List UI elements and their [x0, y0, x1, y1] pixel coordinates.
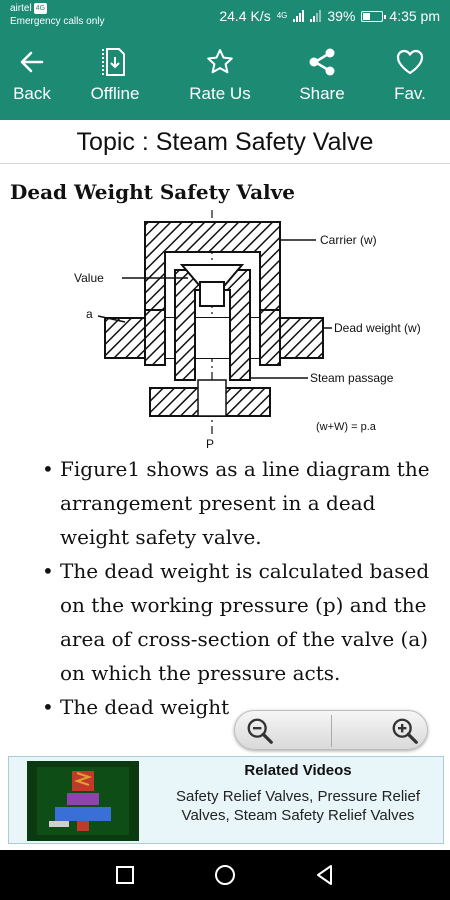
carrier-text: airtel — [10, 3, 32, 14]
heart-icon — [394, 46, 426, 78]
label-formula: (w+W) = p.a — [316, 421, 376, 433]
network-type: 4G — [276, 11, 288, 20]
bullet-item: • The dead weight — [30, 690, 445, 724]
bullet-list — [30, 452, 445, 724]
back-button[interactable] — [0, 32, 64, 120]
battery-percent: 39% — [327, 8, 356, 24]
label-valve: Value — [74, 271, 104, 285]
offline-label: Offline — [90, 84, 140, 103]
dead-weight-valve-diagram — [74, 210, 450, 455]
zoom-controls — [234, 710, 428, 750]
back-arrow-icon — [16, 46, 48, 78]
video-thumbnail — [27, 761, 139, 841]
favorite-label: Fav. — [394, 84, 426, 103]
network-speed: 24.4 K/s — [219, 8, 271, 24]
zoom-out-button[interactable] — [235, 711, 331, 751]
related-videos-banner[interactable] — [8, 756, 444, 844]
zoom-in-icon — [390, 716, 420, 746]
carrier-badge: 4G — [35, 5, 46, 12]
page-title: Topic : Steam Safety Valve — [0, 120, 450, 164]
favorite-button[interactable] — [380, 32, 440, 120]
offline-button[interactable] — [80, 32, 150, 120]
download-file-icon — [99, 46, 131, 78]
share-icon — [306, 46, 338, 78]
star-icon — [204, 46, 236, 78]
bullet-item: • The dead weight is calculated based on the working pressure (p) and the area of cross-section of the valve (a) on which the pressure acts. — [30, 554, 445, 690]
label-carrier: Carrier (w) — [320, 233, 377, 247]
carrier-name — [10, 3, 47, 14]
emergency-text: Emergency calls only — [10, 16, 105, 27]
share-button[interactable] — [290, 32, 354, 120]
battery-icon — [361, 11, 383, 22]
back-label: Back — [13, 84, 51, 103]
signal-2-icon — [310, 10, 321, 22]
related-videos-description: Safety Relief Valves, Pressure Relief Valves, Steam Safety Relief Valves — [176, 788, 420, 824]
section-title: Dead Weight Safety Valve — [10, 180, 295, 204]
toolbar — [0, 32, 450, 120]
label-pressure: P — [206, 437, 215, 451]
zoom-in-button[interactable] — [332, 711, 428, 751]
label-a: a — [86, 307, 93, 321]
clock: 4:35 pm — [389, 8, 440, 24]
signal-icon — [293, 10, 304, 22]
system-nav-bar — [0, 850, 450, 900]
status-indicators — [219, 8, 440, 24]
zoom-out-icon — [245, 716, 275, 746]
rate-us-button[interactable] — [180, 32, 260, 120]
nav-back-button[interactable] — [312, 862, 338, 888]
label-steam-passage: Steam passage — [310, 371, 394, 385]
home-button[interactable] — [212, 862, 238, 888]
status-bar — [0, 0, 450, 32]
label-dead-weight: Dead weight (w) — [334, 321, 421, 335]
bullet-item: • Figure1 shows as a line diagram the arrangement present in a dead weight safety valve. — [30, 452, 445, 554]
recent-apps-button[interactable] — [112, 862, 138, 888]
related-videos-title: Related Videos — [244, 762, 352, 779]
rate-us-label: Rate Us — [189, 84, 251, 103]
share-label: Share — [299, 84, 345, 103]
